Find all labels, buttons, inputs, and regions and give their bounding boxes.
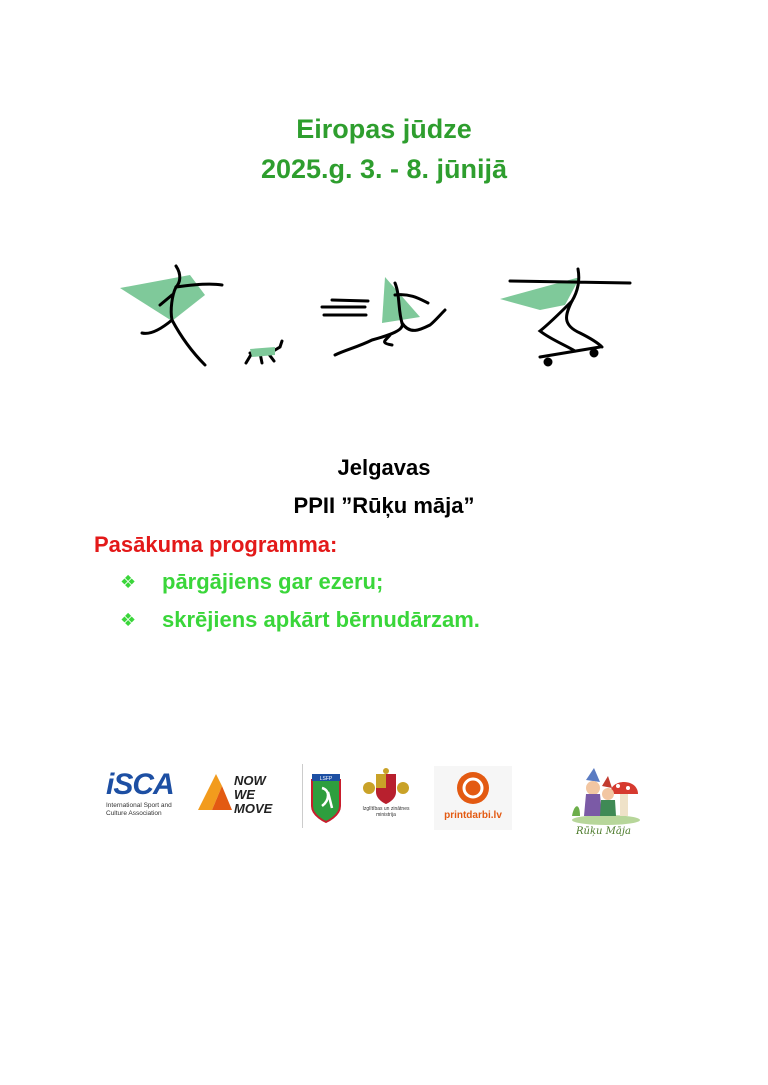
lsfp-badge-text: LSFP bbox=[319, 776, 333, 782]
coat-of-arms-icon bbox=[356, 768, 416, 806]
diamond-bullet-icon: ❖ bbox=[120, 572, 137, 592]
organizer-city: Jelgavas bbox=[337, 455, 431, 480]
lsfp-shield-icon bbox=[310, 772, 342, 824]
event-dates: 2025.g. 3. - 8. jūnijā bbox=[260, 154, 508, 184]
now-we-move-line2: WE MOVE bbox=[234, 787, 273, 816]
logo-divider bbox=[302, 764, 303, 828]
walking-figure-with-dog-icon bbox=[120, 266, 282, 365]
ruku-maja-caption: Rūķu Māja bbox=[576, 826, 631, 837]
isca-subtitle: International Sport and Culture Association bbox=[106, 802, 172, 817]
ruku-maja-logo bbox=[566, 764, 646, 844]
now-we-move-line1: NOW bbox=[234, 773, 266, 788]
diamond-bullet-icon: ❖ bbox=[120, 610, 137, 630]
program-item bbox=[120, 605, 480, 635]
program-item-label: skrējiens apkārt bērnudārzam. bbox=[162, 607, 480, 632]
isca-wordmark: iSCA bbox=[106, 768, 174, 801]
event-title: Eiropas jūdze bbox=[296, 114, 472, 144]
organizer-name: PPII ”Rūķu māja” bbox=[293, 493, 475, 518]
gnome-house-icon bbox=[566, 764, 646, 826]
program-item-label: pārgājiens gar ezeru; bbox=[162, 569, 384, 594]
now-we-move-logo bbox=[196, 770, 291, 820]
now-we-move-icon bbox=[196, 770, 234, 814]
printdarbi-circle-icon bbox=[434, 766, 512, 810]
izm-logo bbox=[356, 768, 416, 824]
skateboard-figure-icon bbox=[500, 269, 630, 365]
printdarbi-logo bbox=[434, 766, 512, 830]
printdarbi-caption: printdarbi.lv bbox=[444, 810, 502, 821]
lsfp-logo bbox=[310, 772, 342, 824]
program-item bbox=[120, 567, 383, 597]
isca-logo bbox=[106, 768, 188, 828]
program-heading: Pasākuma programma: bbox=[94, 532, 338, 557]
activity-figures bbox=[110, 255, 650, 375]
izm-caption: Izglītības un zinātnes ministrija bbox=[362, 806, 410, 818]
running-figure-icon bbox=[322, 277, 445, 355]
